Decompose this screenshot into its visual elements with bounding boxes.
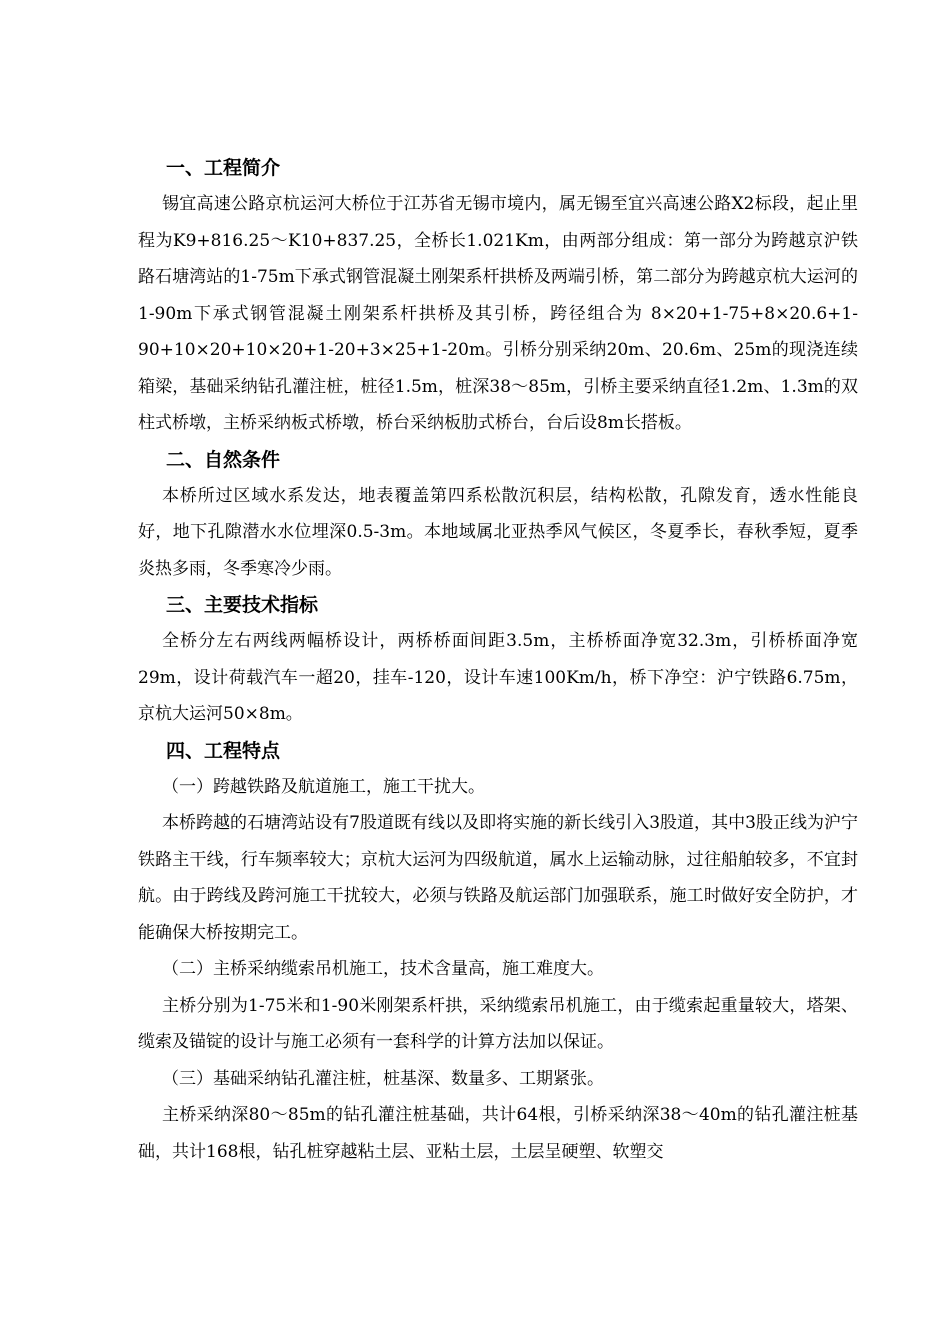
feature-subtitle-2: （二）主桥采纳缆索吊机施工，技术含量高，施工难度大。 (162, 959, 604, 979)
section-heading-project-features: 四、工程特点 (166, 739, 281, 762)
overview-paragraph: 锡宜高速公路京杭运河大桥位于江苏省无锡市境内，属无锡至宜兴高速公路X2标段，起止里程为K9+816.25～K10+837.25，全桥长1.021Km，由两部分组成：第一部分为跨越京沪铁路石塘湾站的1-75m下承式钢管混凝土刚架系杆拱桥及两端引桥，第二部分为跨越京杭大运河的1-90m下承式钢管混凝土刚架系杆拱桥及其引桥，跨径组合为 8×20+1-75+8×20.6+1-90+10×20+10×20+1-20+3×25+1-20m。引桥分别采纳20m、20.6m、25m的现浇连续箱梁，基础采纳钻孔灌注桩，桩径1.5m，桩深38～85m，引桥主要采纳直径1.2m、1.3m的双柱式桥墩，主桥采纳板式桥墩，桥台采纳板肋式桥台，台后设8m长搭板。 (138, 194, 858, 433)
section-heading-natural-conditions: 二、自然条件 (166, 448, 281, 471)
feature-subtitle-1: （一）跨越铁路及航道施工，施工干扰大。 (162, 776, 485, 797)
feature-paragraph-2: 主桥分别为1-75米和1-90米刚架系杆拱，采纳缆索吊机施工，由于缆索起重量较大，塔架、缆索及锚锭的设计与施工必须有一套科学的计算方法加以保证。 (138, 995, 858, 1052)
feature-paragraph-1: 本桥跨越的石塘湾站设有7股道既有线以及即将实施的新长线引入3股道，其中3股正线为沪宁铁路主干线，行车频率较大；京杭大运河为四级航道，属水上运输动脉，过往船舶较多，不宜封航。由于跨线及跨河施工干扰较大，必须与铁路及航运部门加强联系，施工时做好安全防护，才能确保大桥按期完工。 (138, 813, 858, 943)
section-heading-technical-indicators: 三、主要技术指标 (166, 594, 319, 616)
document-page (138, 150, 858, 1170)
technical-indicators-paragraph: 全桥分左右两线两幅桥设计，两桥桥面间距3.5m，主桥桥面净宽32.3m，引桥桥面净宽29m，设计荷载汽车一超20，挂车-120，设计车速100Km/h，桥下净空：沪宁铁路6.75m，京杭大运河50×8m。 (138, 631, 858, 724)
feature-subtitle-3: （三）基础采纳钻孔灌注桩，桩基深、数量多、工期紧张。 (162, 1068, 604, 1089)
section-heading-overview: 一、工程简介 (166, 157, 281, 179)
natural-conditions-paragraph: 本桥所过区域水系发达，地表覆盖第四系松散沉积层，结构松散，孔隙发育，透水性能良好，地下孔隙潜水水位埋深0.5-3m。本地域属北亚热季风气候区，冬夏季长，春秋季短，夏季炎热多雨，冬季寒冷少雨。 (138, 485, 858, 579)
feature-paragraph-3: 主桥采纳深80～85m的钻孔灌注桩基础，共计64根，引桥采纳深38～40m的钻孔灌注桩基础，共计168根，钻孔桩穿越粘土层、亚粘土层，土层呈硬塑、软塑交 (138, 1105, 858, 1162)
